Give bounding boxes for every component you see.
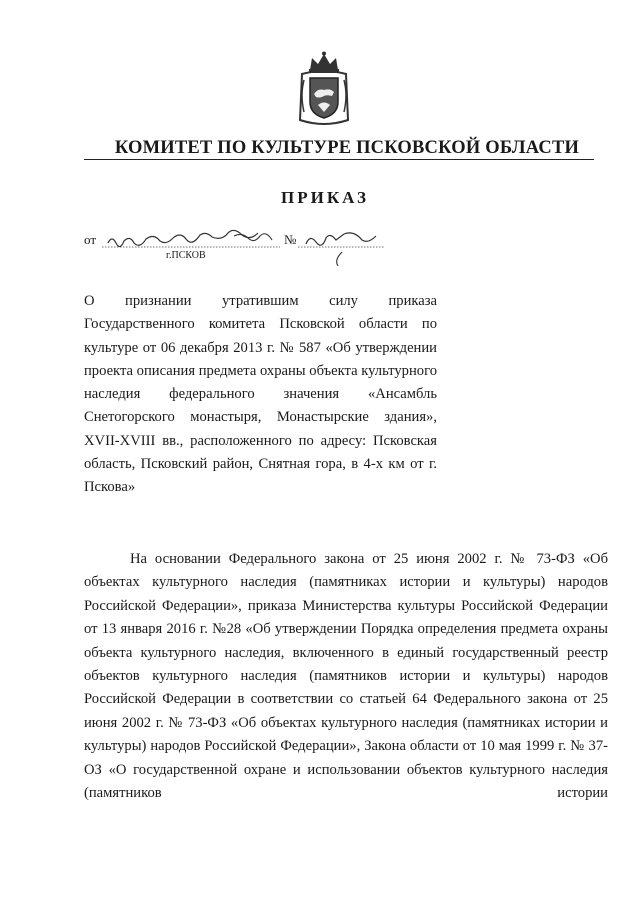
handwritten-date-icon bbox=[84, 226, 404, 266]
date-prefix: от bbox=[84, 232, 97, 247]
order-title: ПРИКАЗ bbox=[281, 188, 369, 207]
committee-name: КОМИТЕТ ПО КУЛЬТУРЕ ПСКОВСКОЙ ОБЛАСТИ bbox=[114, 138, 580, 158]
city-label: г.ПСКОВ bbox=[166, 250, 206, 261]
coat-of-arms-icon bbox=[296, 50, 352, 130]
order-subject: О признании утратившим силу приказа Государственного комитета Псковской области по культуре от 06 декабря 2013 г. № 587 «Об утверждении проекта описания предмета охраны объекта культурного наследия федерального значения «Ансамбль Снетогорского монастыря, Монастырские здания», XVII-XVIII вв., расположенного по адресу: Псковская область, Псковский район, Снятная гора, в 4-х км от г. Пскова» bbox=[84, 293, 437, 496]
date-number-line bbox=[84, 226, 404, 262]
order-body-paragraph: На основании Федерального закона от 25 июня 2002 г. № 73-ФЗ «Об объектах культурного наследия (памятниках истории и культуры) народов Российской Федерации», приказа Министерства культуры Российской Федерации от 13 января 2016 г. №28 «Об утверждении Порядка определения предмета охраны объекта культурного наследия, включенного в единый государственный реестр объектов культурного наследия (памятников истории и культуры) народов Российской Федерации в соответствии со статьей 64 Федерального закона от 25 июня 2002 г. № 73-ФЗ «Об объектах культурного наследия (памятниках истории и культуры) народов Российской Федерации», Закона области от 10 мая 1999 г. № 37-ОЗ «О государственной охране и использовании объектов культурного наследия (памятников истории bbox=[84, 551, 608, 802]
number-prefix: № bbox=[284, 232, 297, 247]
header-divider bbox=[84, 159, 594, 160]
